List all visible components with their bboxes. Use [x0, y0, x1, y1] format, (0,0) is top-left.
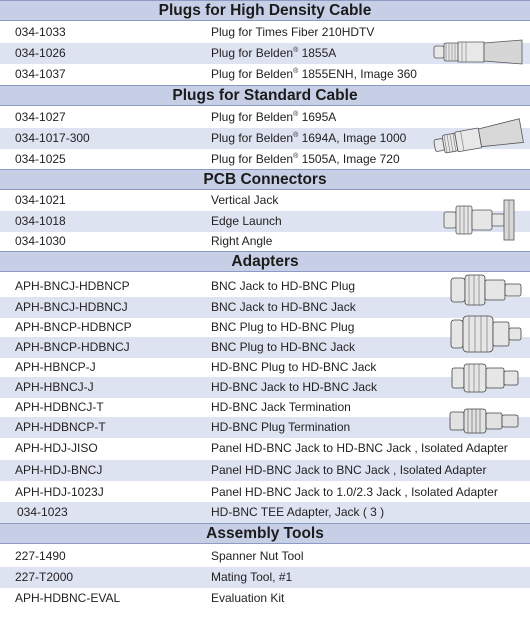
- part-number: 034-1027: [15, 110, 66, 124]
- description: Right Angle: [211, 234, 273, 248]
- section-header-tools: Assembly Tools: [0, 523, 530, 544]
- description-text: Plug for Belden: [211, 131, 294, 145]
- description-text: 1855A: [298, 46, 337, 60]
- part-number: 034-1017-300: [15, 131, 90, 145]
- table-row: [0, 567, 530, 588]
- table-row: [0, 482, 530, 503]
- description-text: Plug for Belden: [211, 67, 294, 81]
- table-row: [0, 438, 530, 459]
- description: [211, 64, 417, 85]
- description: Evaluation Kit: [211, 591, 285, 605]
- description: [211, 128, 406, 149]
- part-number: 034-1021: [15, 193, 66, 207]
- part-number: APH-HBNCP-J: [15, 360, 96, 374]
- table-row: [0, 588, 530, 609]
- registered-mark: ®: [293, 132, 299, 139]
- description: HD-BNC Jack Termination: [211, 400, 351, 414]
- part-number: APH-BNCP-HDBNCP: [15, 320, 132, 334]
- description-text: Plug for Belden: [211, 46, 294, 60]
- termination-image: [448, 403, 522, 439]
- bnc-adapter-image: [447, 266, 525, 358]
- description: HD-BNC Plug to HD-BNC Jack: [211, 360, 377, 374]
- description: [211, 107, 336, 128]
- description-text: 1505A, Image 720: [298, 152, 400, 166]
- description: Panel HD-BNC Jack to HD-BNC Jack , Isolated Adapter: [211, 441, 508, 455]
- description: BNC Jack to HD-BNC Plug: [211, 279, 356, 293]
- part-number: APH-HDJ-1023J: [15, 485, 104, 499]
- description: BNC Plug to HD-BNC Plug: [211, 320, 355, 334]
- part-number: 227-1490: [15, 549, 66, 563]
- description-text: 1695A: [298, 110, 337, 124]
- part-number: 034-1033: [15, 25, 66, 39]
- part-number: 034-1023: [17, 505, 68, 519]
- section-header-standard: Plugs for Standard Cable: [0, 85, 530, 106]
- description: [211, 43, 336, 64]
- part-number: 034-1030: [15, 234, 66, 248]
- table-row: [0, 502, 530, 523]
- description: Panel HD-BNC Jack to BNC Jack , Isolated Adapter: [211, 463, 487, 477]
- registered-mark: ®: [293, 153, 299, 160]
- description: Panel HD-BNC Jack to 1.0/2.3 Jack , Isolated Adapter: [211, 485, 498, 499]
- description: [211, 149, 400, 170]
- description: Edge Launch: [211, 214, 282, 228]
- part-number: APH-BNCJ-HDBNCP: [15, 279, 130, 293]
- part-number: APH-BNCJ-HDBNCJ: [15, 300, 128, 314]
- part-number: 227-T2000: [15, 570, 74, 584]
- hdbnc-adapter-image: [450, 358, 522, 398]
- part-number: 034-1025: [15, 152, 66, 166]
- section-header-adapters: Adapters: [0, 251, 530, 272]
- description: BNC Jack to HD-BNC Jack: [211, 300, 356, 314]
- part-number: APH-HDBNCJ-T: [15, 400, 104, 414]
- description: HD-BNC Plug Termination: [211, 420, 351, 434]
- description-text: 1855ENH, Image 360: [298, 67, 417, 81]
- description: Mating Tool, #1: [211, 570, 293, 584]
- part-number: APH-HDBNC-EVAL: [15, 591, 121, 605]
- part-number: APH-HBNCJ-J: [15, 380, 94, 394]
- part-number: APH-HDBNCP-T: [15, 420, 106, 434]
- description: HD-BNC Jack to HD-BNC Jack: [211, 380, 378, 394]
- description-text: 1694A, Image 1000: [298, 131, 407, 145]
- section-header-high-density: Plugs for High Density Cable: [0, 0, 530, 21]
- standard-plug-connector-image: [432, 114, 526, 162]
- table-row: [0, 460, 530, 481]
- description: Vertical Jack: [211, 193, 279, 207]
- registered-mark: ®: [293, 47, 299, 54]
- hd-plug-connector-image: [432, 30, 526, 76]
- part-number: 034-1018: [15, 214, 66, 228]
- description: HD-BNC TEE Adapter, Jack ( 3 ): [211, 505, 385, 519]
- section-header-pcb: PCB Connectors: [0, 169, 530, 190]
- pcb-connector-image: [440, 194, 522, 246]
- part-number: 034-1037: [15, 67, 66, 81]
- part-number: APH-HDJ-BNCJ: [15, 463, 103, 477]
- description: BNC Plug to HD-BNC Jack: [211, 340, 356, 354]
- part-number: 034-1026: [15, 46, 66, 60]
- description-text: Plug for Belden: [211, 152, 294, 166]
- registered-mark: ®: [293, 111, 299, 118]
- table-row: [0, 546, 530, 567]
- description: Spanner Nut Tool: [211, 549, 304, 563]
- part-number: APH-HDJ-JISO: [15, 441, 98, 455]
- description: Plug for Times Fiber 210HDTV: [211, 25, 375, 39]
- description-text: Plug for Belden: [211, 110, 294, 124]
- part-number: APH-BNCP-HDBNCJ: [15, 340, 130, 354]
- registered-mark: ®: [293, 68, 299, 75]
